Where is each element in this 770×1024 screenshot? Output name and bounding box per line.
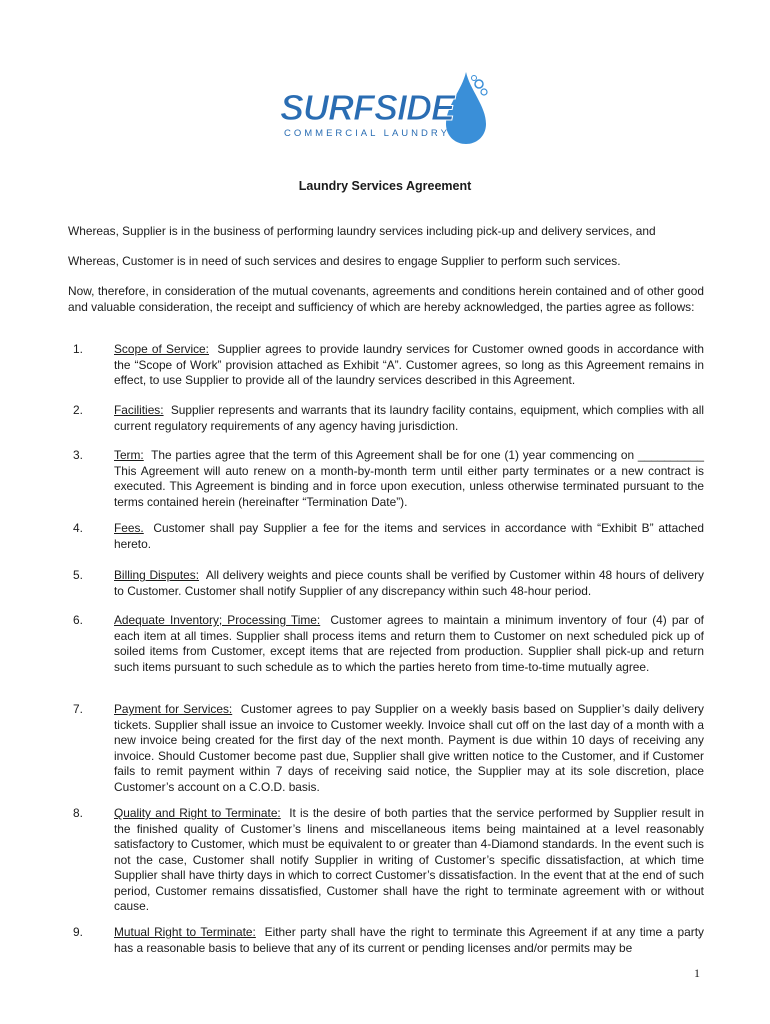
agreement-item xyxy=(68,448,704,510)
bubble-icon xyxy=(481,89,487,95)
item-number: 8. xyxy=(73,806,83,820)
agreement-item xyxy=(68,521,704,552)
item-number: 3. xyxy=(73,448,83,462)
page-number: 1 xyxy=(694,966,700,980)
logo-graphic xyxy=(278,70,493,150)
agreement-item xyxy=(68,925,704,956)
item-number: 7. xyxy=(73,702,83,716)
agreement-item xyxy=(68,806,704,915)
intro-paragraph: Now, therefore, in consideration of the mutual covenants, agreements and conditions herein contained and of other good and valuable consideration, the receipt and sufficiency of which are hereby acknowledged, the parties agree as follows: xyxy=(68,284,704,314)
document-title: Laundry Services Agreement xyxy=(298,179,472,193)
item-text: The parties agree that the term of this Agreement shall be for one (1) year commencing on __________ This Agreement will auto renew on a month-by-month term until either party terminates or a new contract is executed. This Agreement is binding and in force upon execution, unless otherwise terminated pursuant to the terms contained herein (hereinafter “Termination Date”). xyxy=(114,448,704,509)
brand-name: SURFSIDE xyxy=(280,87,455,128)
item-text: It is the desire of both parties that the service performed by Supplier result in the finished quality of Customer’s linens and miscellaneous items being maintained at a level reasonably satisfactory to Customer, which must be equivalent to or greater than 4-Diamond standards. In the event such is not the case, Customer shall notify Supplier in writing of Customer’s specific dissatisfaction, at which time Supplier shall have thirty days in which to correct Customer’s dissatisfaction. In the event that at the end of such period, Customer remains dissatisfied, Customer shall have the right to terminate agreement with or without cause. xyxy=(114,806,705,913)
agreement-item xyxy=(68,342,704,389)
item-text: Customer agrees to pay Supplier on a weekly basis based on Supplier’s daily delivery tickets. Supplier shall issue an invoice to Customer weekly. Invoice shall cut off on the last day of a month with a new invoice being created for the first day of the next month. Payment is due within 10 days of receiving any invoice. Should Customer become past due, Supplier shall give written notice to the Customer, and if Customer fails to remit payment within 7 days of receiving said notice, the Supplier may at its sole discretion, place Customer’s account on a C.O.D. basis. xyxy=(114,702,704,794)
item-heading: Quality and Right to Terminate: xyxy=(114,806,281,820)
surfside-logo xyxy=(278,70,493,150)
item-text: Supplier agrees to provide laundry services for Customer owned goods in accordance with the “Scope of Work” provision attached as Exhibit “A”. Customer agrees, so long as this Agreement remains in effect, to use Supplier to provide all of the laundry services described in this Agreement. xyxy=(114,342,704,387)
item-heading: Fees. xyxy=(114,521,144,535)
item-number: 1. xyxy=(73,342,83,356)
item-text: Either party shall have the right to terminate this Agreement if at any time a party has a reasonable basis to believe that any of its current or pending licenses and/or permits may be xyxy=(114,925,704,955)
agreement-item xyxy=(68,403,704,434)
item-heading: Mutual Right to Terminate: xyxy=(114,925,256,939)
item-text: Customer shall pay Supplier a fee for the items and services in accordance with “Exhibit B” attached hereto. xyxy=(114,521,704,551)
item-number: 6. xyxy=(73,613,83,627)
item-text: All delivery weights and piece counts shall be verified by Customer within 48 hours of delivery to Customer. Customer shall notify Supplier of any discrepancy within such 48-hour period. xyxy=(114,568,705,598)
item-number: 2. xyxy=(73,403,83,417)
item-number: 4. xyxy=(73,521,83,535)
agreement-item xyxy=(68,568,704,599)
agreement-item xyxy=(68,613,704,675)
intro-paragraph: Whereas, Supplier is in the business of performing laundry services including pick-up and delivery services, and xyxy=(68,224,656,238)
item-heading: Scope of Service: xyxy=(114,342,209,356)
bubble-icon xyxy=(472,76,477,81)
bubble-icon xyxy=(475,80,483,88)
item-text: Customer agrees to maintain a minimum inventory of four (4) par of each item at all times. Supplier shall process items and return them to Customer on next scheduled pick up of soiled items from Customer, except items that are rejected from production. Supplier shall pick-up and return such items pursuant to such schedule as to which the parties hereto from time-to-time mutually agree. xyxy=(114,613,704,674)
agreement-item xyxy=(68,702,704,795)
brand-subtitle: COMMERCIAL LAUNDRY xyxy=(284,128,450,139)
item-text: Supplier represents and warrants that its laundry facility contains, equipment, which complies with all current regulatory requirements of any agency having jurisdiction. xyxy=(114,403,705,433)
item-heading: Payment for Services: xyxy=(114,702,233,716)
item-heading: Facilities: xyxy=(114,403,164,417)
item-number: 9. xyxy=(73,925,83,939)
intro-paragraph: Whereas, Customer is in need of such services and desires to engage Supplier to perform such services. xyxy=(68,254,621,268)
item-heading: Billing Disputes: xyxy=(114,568,200,582)
item-heading: Term: xyxy=(114,448,144,462)
item-heading: Adequate Inventory; Processing Time: xyxy=(114,613,321,627)
item-number: 5. xyxy=(73,568,83,582)
